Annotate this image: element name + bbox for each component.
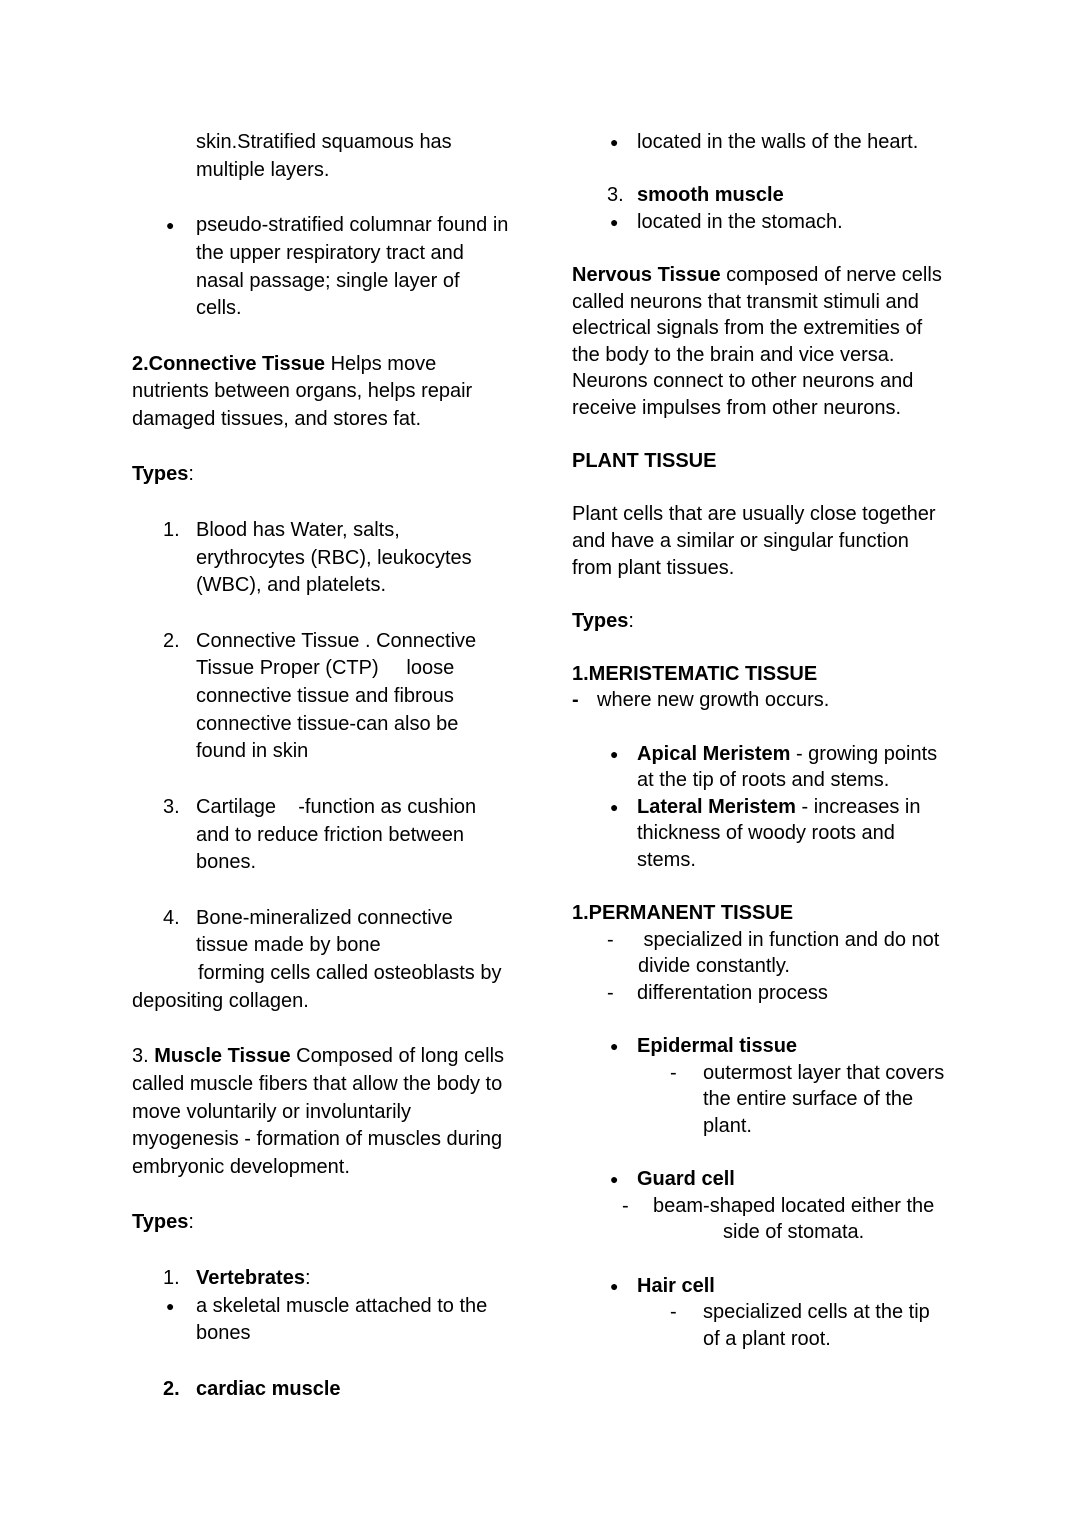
text-segment: at the tip of roots and stems. [637,769,890,792]
text-line [572,342,1042,369]
text-line [572,900,1042,927]
text-line [572,315,1042,342]
list-line [572,687,1042,714]
blank-line [572,714,1042,741]
text-segment: composed of nerve cells [720,263,942,286]
text-segment: found in skin [196,740,309,763]
text-line [132,932,562,960]
text-line [572,847,1042,874]
text-segment: plant. [703,1114,752,1137]
text-segment: multiple layers. [196,158,330,181]
text-line [572,661,1042,688]
dash-marker: - [622,1194,629,1217]
blank-line [572,634,1042,661]
text-segment: Composed of long cells [290,1045,505,1068]
text-segment: Lateral Meristem [637,795,796,818]
blank-line [132,600,562,628]
list-line [572,927,1042,954]
text-line [572,289,1042,316]
blank-line [132,184,562,212]
list-line [572,1273,1042,1300]
text-line [572,395,1042,422]
text-segment: stems. [637,849,696,872]
text-segment: side of stomata. [723,1221,865,1244]
list-line [572,129,1042,156]
text-segment: from plant tissues. [572,556,735,579]
text-line [572,767,1042,794]
text-segment: Plant cells that are usually close together [572,503,936,526]
dash-marker: - [572,689,579,712]
blank-line [132,1016,562,1044]
text-line [572,501,1042,528]
text-segment: pseudo-stratified columnar found in [196,214,509,237]
text-line [132,960,562,988]
list-line [572,1033,1042,1060]
text-line [132,683,562,711]
blank-line [132,766,562,794]
text-segment: a skeletal muscle attached to the [196,1294,488,1317]
text-line [132,406,562,434]
list-line [572,1060,1042,1087]
bullet-marker: ● [610,134,619,150]
text-line [132,822,562,850]
text-line [572,953,1042,980]
list-line [132,794,562,822]
number-marker: 3. [163,795,180,818]
text-segment: receive impulses from other neurons. [572,396,902,419]
text-line [132,988,562,1016]
text-segment: : [188,463,194,486]
text-segment: damaged tissues, and stores fat. [132,408,422,431]
text-segment: and to reduce friction between [196,823,464,846]
text-line [572,1113,1042,1140]
text-segment: connective tissue and fibrous [196,685,454,708]
text-segment: differentation process [637,982,828,1004]
blank-line [572,1007,1042,1034]
text-segment: beam-shaped located either the [653,1194,935,1217]
text-segment: called muscle fibers that allow the body to [132,1072,503,1095]
text-segment: specialized cells at the tip [703,1301,930,1324]
text-segment: Blood has Water, salts, [196,518,400,541]
text-line [572,608,1042,635]
text-segment: smooth muscle [637,184,784,207]
text-segment: nasal passage; single layer of [196,269,460,292]
text-line [132,1071,562,1099]
blank-line [132,323,562,351]
text-segment: 1.MERISTEMATIC TISSUE [572,662,818,685]
text-segment: move voluntarily or involuntarily [132,1100,412,1123]
text-segment: specialized in function and do not [638,928,940,951]
text-line [572,555,1042,582]
text-segment: bones [196,1322,251,1345]
text-line [572,528,1042,555]
text-line [132,1209,562,1237]
list-line [132,212,562,240]
text-segment: : [628,609,634,632]
text-line [132,129,562,157]
text-line [132,295,562,323]
number-marker: 3. [607,184,624,207]
text-segment: outermost layer that covers [703,1061,945,1084]
text-segment: (WBC), and platelets. [196,574,387,597]
text-line [132,849,562,877]
text-line [132,157,562,185]
dash-marker: - [670,1061,677,1084]
number-marker: 2. [163,1377,180,1400]
text-segment: Types [132,463,189,486]
text-line [572,1326,1042,1353]
text-segment: Tissue Proper (CTP) loose [196,657,455,680]
list-line [132,1376,562,1404]
blank-line [132,1182,562,1210]
bullet-marker: ● [610,1277,619,1294]
text-segment: the entire surface of the [703,1088,914,1111]
text-segment: Helps move [325,352,437,375]
text-segment: Hair cell [637,1274,715,1297]
text-line [132,1126,562,1154]
text-segment: located in the stomach. [637,210,843,233]
list-line [572,741,1042,768]
list-line [572,209,1042,236]
blank-line [572,422,1042,449]
text-segment: Cartilage -function as cushion [196,795,477,818]
text-line [132,1154,562,1182]
list-line [132,517,562,545]
bullet-marker: ● [610,213,619,230]
blank-line [572,1140,1042,1167]
text-line [132,240,562,268]
text-segment: 1.PERMANENT TISSUE [572,902,794,925]
text-line [132,378,562,406]
text-segment: Neurons connect to other neurons and [572,370,914,393]
number-marker: 2. [163,629,180,652]
text-line [132,1320,562,1348]
text-segment: called neurons that transmit stimuli and [572,290,919,313]
blank-line [572,235,1042,262]
right-column [572,129,1042,1352]
text-segment: tissue made by bone [196,934,381,957]
text-segment: nutrients between organs, helps repair [132,380,473,403]
list-line [572,1193,1042,1220]
list-line [572,980,1042,1007]
text-segment: - growing points [790,742,938,765]
dash-marker: - [670,1301,677,1324]
text-segment: electrical signals from the extremities of [572,317,923,340]
text-line [572,1219,1042,1246]
text-segment: erythrocytes (RBC), leukocytes [196,546,472,569]
text-segment: : [188,1211,194,1234]
bullet-marker: ● [610,798,619,815]
text-line [132,1043,562,1071]
bullet-marker: ● [610,1038,619,1055]
text-segment: bones. [196,851,257,874]
text-segment: embryonic development. [132,1156,350,1179]
text-segment: skin.Stratified squamous has [196,131,452,153]
text-segment: of a plant root. [703,1327,831,1350]
blank-line [132,1237,562,1265]
text-segment: depositing collagen. [132,989,309,1012]
left-column [132,129,562,1403]
text-line [132,711,562,739]
text-segment: divide constantly. [638,955,790,978]
text-segment: Types [572,609,629,632]
text-line [132,655,562,683]
bullet-marker: ● [166,217,175,234]
text-segment: forming cells called osteoblasts by [198,962,502,985]
text-segment: : [304,1266,311,1289]
list-line [132,1265,562,1293]
text-line [572,262,1042,289]
text-segment: and have a similar or singular function [572,529,909,552]
text-line [572,368,1042,395]
text-segment: Bone-mineralized connective [196,906,453,929]
number-marker: 4. [163,906,180,929]
list-line [572,1166,1042,1193]
text-line [132,351,562,379]
text-segment: Guard cell [637,1168,735,1191]
text-segment: Types [132,1211,189,1234]
text-segment: Epidermal tissue [637,1035,798,1058]
text-segment: Apical Meristem [637,742,791,765]
blank-line [572,475,1042,502]
text-segment: Muscle Tissue [154,1045,291,1068]
text-segment: the upper respiratory tract and [196,241,464,264]
text-segment: myogenesis - formation of muscles during [132,1128,503,1151]
text-line [132,461,562,489]
text-line [132,572,562,600]
blank-line [132,1348,562,1376]
text-segment: thickness of woody roots and [637,822,895,845]
blank-line [132,434,562,462]
list-line [132,1293,562,1321]
list-line [572,794,1042,821]
text-segment: cardiac muscle [196,1377,341,1400]
blank-line [572,156,1042,183]
number-marker: 1. [163,518,180,541]
text-segment: the body to the brain and vice versa. [572,343,895,366]
text-line [132,1099,562,1127]
text-segment: Connective Tissue . Connective [196,629,477,652]
text-segment: 3. [132,1045,155,1068]
bullet-marker: ● [166,1297,175,1314]
blank-line [132,877,562,905]
list-line [572,182,1042,209]
text-segment: 2.Connective Tissue [132,352,326,375]
text-segment: located in the walls of the heart. [637,131,919,153]
number-marker: 1. [163,1266,180,1289]
text-segment: connective tissue-can also be [196,712,459,735]
text-segment: cells. [196,297,242,320]
list-line [132,628,562,656]
blank-line [572,874,1042,901]
dash-marker: - [607,982,614,1004]
text-line [132,738,562,766]
list-line [132,905,562,933]
blank-line [132,489,562,517]
dash-marker: - [607,928,614,951]
blank-line [572,581,1042,608]
text-segment: Nervous Tissue [572,263,721,286]
blank-line [572,1246,1042,1273]
text-segment: Vertebrates [196,1266,305,1289]
list-line [572,1299,1042,1326]
text-line [572,820,1042,847]
text-segment: - increases in [795,795,921,818]
bullet-marker: ● [610,745,619,762]
text-segment: where new growth occurs. [597,689,830,712]
text-line [572,448,1042,475]
bullet-marker: ● [610,1171,619,1188]
text-segment: PLANT TISSUE [572,450,717,473]
text-line [132,268,562,296]
text-line [572,1086,1042,1113]
text-line [132,545,562,573]
